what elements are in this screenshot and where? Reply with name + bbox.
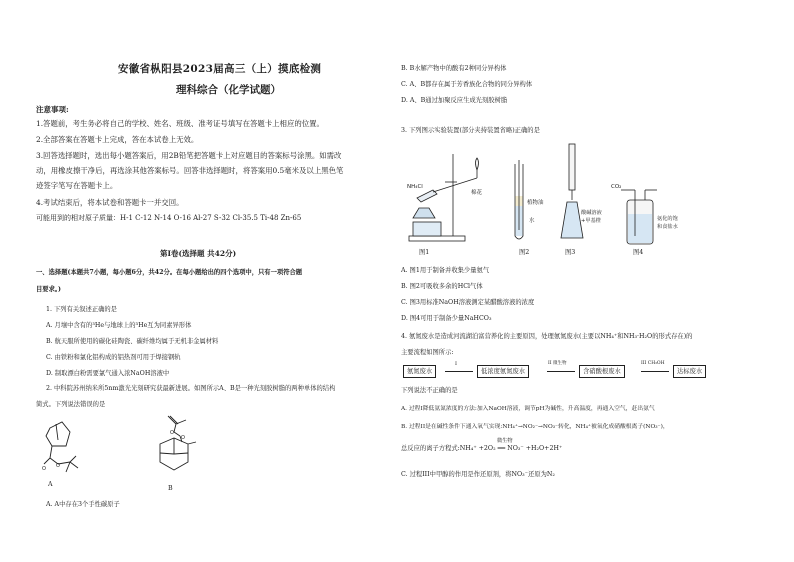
fig2-caption: 图2 (519, 249, 530, 256)
notice-item: 1.答题前，考生务必将自己的学校、姓名、班级、准考证号填写在答题卡上相应的位置。 (36, 119, 324, 128)
q2-option: C. A、B都存在属于芳香族化合物的同分异构体 (401, 81, 533, 88)
q1-option: B. 航天服所使用的碳化硅陶瓷、碳纤维均属于无机非金属材料 (46, 338, 219, 345)
q3-option: A. 图1用于制备并收集少量氨气 (401, 267, 490, 274)
q2-stem: 简式。下列说法错误的是 (36, 401, 106, 408)
q3-option: D. 图4可用于制备少量NaHCO₃ (401, 315, 492, 322)
fig3-caption: 图3 (565, 249, 576, 256)
fig1-reagent: NH₄Cl (407, 184, 423, 190)
q4-option: C. 过程III中甲醇的作用是作还原剂，将NO₃⁻还原为N₂ (401, 471, 555, 478)
fig2-water-label: 水 (529, 218, 535, 224)
flow-step-label: III CH₃OH (641, 361, 665, 366)
q2-option: A. A中存在3个手性碳原子 (46, 501, 120, 508)
notice-item: 3.回答选择题时，选出每小题答案后，用2B铅笔把答题卡上对应题目的答案标号涂黑。如需改 (36, 151, 342, 160)
fig1-cotton-label: 棉花 (471, 190, 483, 196)
notice-item: 动，用橡皮擦干净后，再选涂其他答案标号。回答非选择题时，将答案用0.5毫米及以上黑色笔 (36, 166, 344, 175)
fig4-liquid-label-1: 氨化的饱 (657, 216, 678, 222)
fig4-liquid-label-2: 和食盐水 (657, 224, 678, 230)
q4-option: A. 过程I降低氨氮浓度的方法:加入NaOH溶液，调节pH为碱性，升高温度，再通入空气，赶出氨气 (401, 406, 655, 412)
q3-option: B. 图2可吸收多余的HCl气体 (401, 283, 483, 290)
q4-stem: 主要流程如图所示: (401, 349, 454, 356)
q3-stem: 3. 下列图示实验装置(部分夹持装置省略)正确的是 (401, 127, 540, 134)
apparatus-fig4 (607, 180, 687, 250)
fig4-caption: 图4 (633, 249, 644, 256)
structure-b-label: B (168, 485, 173, 492)
exam-subtitle: 理科综合（化学试题） (176, 84, 281, 96)
flow-step-label: II 微生物 (548, 361, 567, 366)
fig3-label-1: 酸碱溶液 (581, 210, 602, 216)
notice-item: 迹签字笔写在答题卡上。 (36, 181, 118, 190)
q1-option: A. 月壤中含有的³He与地球上的³He互为同素异形体 (46, 322, 192, 329)
q2-option: D. A、B通过加聚反应生成光刻胶树脂 (401, 97, 508, 104)
q2-option: B. B水解产物中的酸有2种同分异构体 (401, 65, 507, 72)
treatment-flow-diagram (401, 361, 767, 380)
flow-box: 低浓度氨氮废水 (477, 365, 529, 378)
part1-title: 第Ⅰ卷(选择题 共42分) (160, 249, 237, 258)
q3-option: C. 图3用标准NaOH溶液测定某醋酸溶液的浓度 (401, 299, 535, 306)
flow-arrow (547, 371, 575, 372)
fig3-label-2: +甲基橙 (581, 218, 601, 224)
svg-text:O: O (170, 430, 174, 436)
flow-arrow (445, 371, 473, 372)
reaction-condition: 微生物 (497, 438, 513, 444)
flow-step-label: I (455, 361, 457, 367)
flow-box: 含硝酸根废水 (579, 365, 625, 378)
structure-a-image (40, 418, 110, 476)
atomic-masses: 可能用到的相对原子质量：H-1 C-12 N-14 O-16 Al-27 S-32 Cl-35.5 Ti-48 Zn-65 (36, 214, 302, 222)
fig2-oil-label: 植物油 (527, 200, 544, 206)
notice-heading: 注意事项: (36, 105, 69, 114)
flow-arrow (641, 371, 669, 372)
q4-option: B. 过程II是在碱性条件下通入氧气实现:NH₄⁺→NO₂⁻→NO₃⁻转化，NH₄⁺被氧化成硝酸根离子(NO₃⁻)， (401, 424, 669, 430)
exam-title: 安徽省枞阳县2023届高三（上）摸底检测 (118, 63, 322, 75)
flow-box: 达标废水 (673, 365, 706, 378)
fig4-gas-label: CO₂ (611, 184, 622, 190)
notice-item: 4.考试结束后，将本试卷和答题卡一并交回。 (36, 198, 184, 207)
structure-b-image (140, 412, 212, 480)
svg-text:O: O (56, 463, 60, 469)
structure-a-label: A (48, 481, 53, 488)
section-instructions: 目要求。) (36, 286, 62, 293)
apparatus-fig2 (505, 160, 555, 244)
q4-prompt: 下列说法不正确的是 (401, 387, 458, 394)
q4-stem: 4. 氨氮废水是造成河流湖泊富营养化的主要原因，处理氨氮废水(主要以NH₄⁺和NH₃·H₂O的形式存在)的 (401, 333, 693, 340)
apparatus-fig1 (405, 148, 497, 248)
svg-text:O: O (181, 435, 185, 441)
flow-box: 氨氮废水 (403, 365, 436, 378)
section-instructions: 一、选择题(本题共7小题，每小题6分，共42分。在每小题给出的四个选项中，只有一项符合题 (36, 269, 303, 276)
q4-option: 总反应的离子方程式:NH₄⁺ +2O₂ ══ NO₃⁻ +H₂O+2H⁺ (401, 445, 563, 452)
q1-stem: 1. 下列有关叙述正确的是 (46, 306, 117, 313)
q2-stem: 2. 中科院苏州纳米所5nm激光光刻研究获最新进展。如图所示A、B是一种光刻胶树脂的两种单体的结构 (46, 385, 336, 392)
notice-item: 2.全部答案在答题卡上完成，答在本试卷上无效。 (36, 135, 199, 144)
fig1-caption: 图1 (419, 249, 430, 256)
svg-text:O: O (42, 466, 46, 472)
q1-option: C. 由铁粉和氯化铝构成的铝热剂可用于焊接钢轨 (46, 354, 181, 361)
q1-option: D. 制取漂白粉需要氯气通入浓NaOH溶液中 (46, 370, 170, 377)
